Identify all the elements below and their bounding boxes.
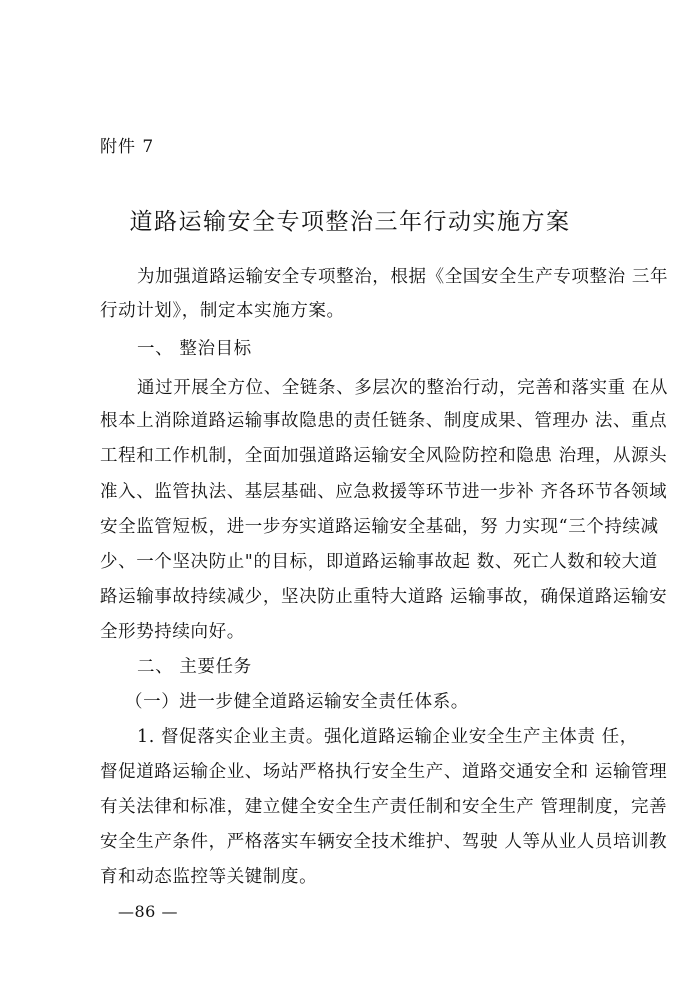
paragraph-line: 准入、监管执法、基层基础、应急救援等环节进一步补 齐各环节各领域 bbox=[100, 482, 668, 502]
paragraph-line: 督促道路运输企业、场站严格执行安全生产、道路交通安全和 运输管理 bbox=[100, 762, 668, 782]
paragraph-line: 工程和工作机制，全面加强道路运输安全风险防控和隐患 治理，从源头 bbox=[100, 446, 668, 466]
paragraph-line: 有关法律和标准，建立健全安全生产责任制和安全生产 管理制度，完善 bbox=[100, 797, 668, 817]
paragraph-line: 安全生产条件，严格落实车辆安全技术维护、驾驶 人等从业人员培训教 bbox=[100, 832, 668, 852]
attachment-label: 附件 7 bbox=[100, 137, 155, 157]
paragraph-line: 为加强道路运输安全专项整治，根据《全国安全生产专项整治 三年 bbox=[137, 267, 669, 287]
section-heading: 二、 主要任务 bbox=[137, 657, 252, 677]
paragraph-line: 行动计划》，制定本实施方案。 bbox=[100, 301, 345, 321]
paragraph-line: 通过开展全方位、全链条、多层次的整治行动，完善和落实重 在从 bbox=[137, 378, 669, 398]
paragraph-line: 育和动态监控等关键制度。 bbox=[100, 867, 318, 887]
paragraph-line: 路运输事故持续减少，坚决防止重特大道路 运输事故，确保道路运输安 bbox=[100, 587, 668, 607]
document-title: 道路运输安全专项整治三年行动实施方案 bbox=[129, 209, 571, 235]
paragraph-line: 安全监管短板，进一步夯实道路运输安全基础，努 力实现“三个持续减 bbox=[100, 517, 659, 537]
page-number: —86 — bbox=[118, 902, 178, 921]
section-heading: 一、 整治目标 bbox=[137, 339, 252, 359]
paragraph-line: 少、一个坚决防止"的目标，即道路运输事故起 数、死亡人数和较大道 bbox=[100, 552, 658, 572]
subsection-heading: （一）进一步健全道路运输安全责任体系。 bbox=[125, 692, 469, 712]
paragraph-line: 根本上消除道路运输事故隐患的责任链条、制度成果、管理办 法、重点 bbox=[100, 411, 668, 431]
paragraph-line: 全形势持续向好。 bbox=[100, 622, 245, 642]
paragraph-line: 1. 督促落实企业主责。强化道路运输企业安全生产主体责 任， bbox=[137, 727, 638, 747]
